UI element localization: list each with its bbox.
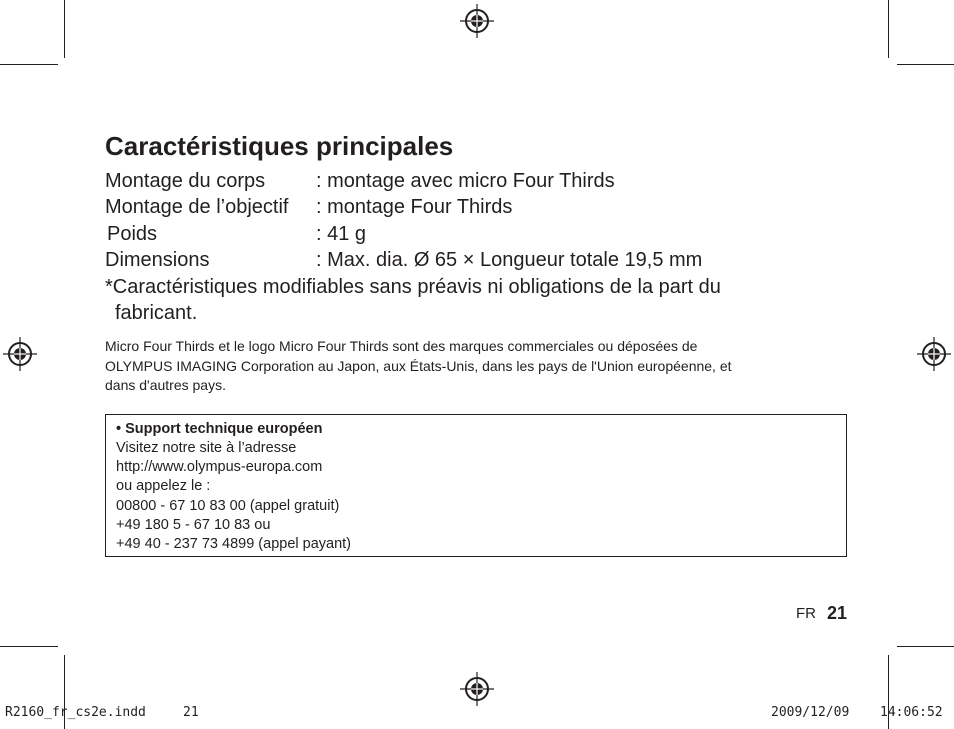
crop-mark-bottom-left-horizontal	[0, 646, 58, 647]
specification-note-line2: fabricant.	[115, 302, 198, 324]
support-heading: • Support technique européen	[116, 421, 323, 437]
trademark-notice-line1: Micro Four Thirds et le logo Micro Four Thirds sont des marques commerciales ou déposées de	[105, 338, 698, 354]
spec-label-weight: Poids	[107, 223, 158, 245]
spec-value-body-mount: : montage avec micro Four Thirds	[316, 170, 615, 192]
crop-mark-top-right-horizontal	[897, 64, 954, 65]
spec-label-lens-mount: Montage de l’objectif	[105, 196, 289, 218]
spec-label-body-mount: Montage du corps	[105, 170, 266, 192]
slug-file-name: R2160_fr_cs2e.indd	[5, 705, 146, 720]
support-line: ou appelez le :	[116, 478, 211, 495]
crop-mark-bottom-right-horizontal	[897, 646, 954, 647]
specification-note	[105, 274, 805, 326]
spec-value-dimensions: : Max. dia. Ø 65 × Longueur totale 19,5 mm	[316, 249, 703, 271]
support-phone: +49 180 5 - 67 10 83 ou	[116, 516, 271, 533]
spec-label-dimensions: Dimensions	[105, 249, 210, 271]
page-number: 21	[827, 603, 848, 623]
support-url[interactable]: http://www.olympus-europa.com	[116, 459, 323, 476]
registration-mark-icon	[460, 672, 494, 706]
support-phone-free: 00800 - 67 10 83 00 (appel gratuit)	[116, 497, 340, 514]
language-code: FR	[796, 605, 816, 622]
slug-page-number: 21	[183, 705, 199, 720]
crop-mark-top-right-vertical	[888, 0, 889, 58]
page-title: Caractéristiques principales	[105, 131, 454, 161]
specification-note-line1: *Caractéristiques modifiables sans préavis ni obligations de la part du	[105, 276, 721, 298]
support-phone-paid: +49 40 - 237 73 4899 (appel payant)	[116, 536, 352, 553]
trademark-notice-line3: dans d'autres pays.	[105, 377, 226, 393]
slug-time: 14:06:52	[880, 705, 943, 720]
registration-mark-icon	[917, 337, 951, 371]
crop-mark-top-left-vertical	[64, 0, 65, 58]
slug-date: 2009/12/09	[771, 705, 850, 720]
spec-value-weight: : 41 g	[316, 223, 367, 245]
trademark-notice-line2: OLYMPUS IMAGING Corporation au Japon, aux États-Unis, dans les pays de l'Union européenne, et	[105, 357, 732, 374]
spec-value-lens-mount: : montage Four Thirds	[316, 196, 513, 218]
support-box	[105, 414, 847, 557]
trademark-notice	[105, 337, 853, 396]
registration-mark-icon	[460, 4, 494, 38]
registration-mark-icon	[3, 337, 37, 371]
support-line: Visitez notre site à l’adresse	[116, 440, 297, 456]
crop-mark-top-left-horizontal	[0, 64, 58, 65]
